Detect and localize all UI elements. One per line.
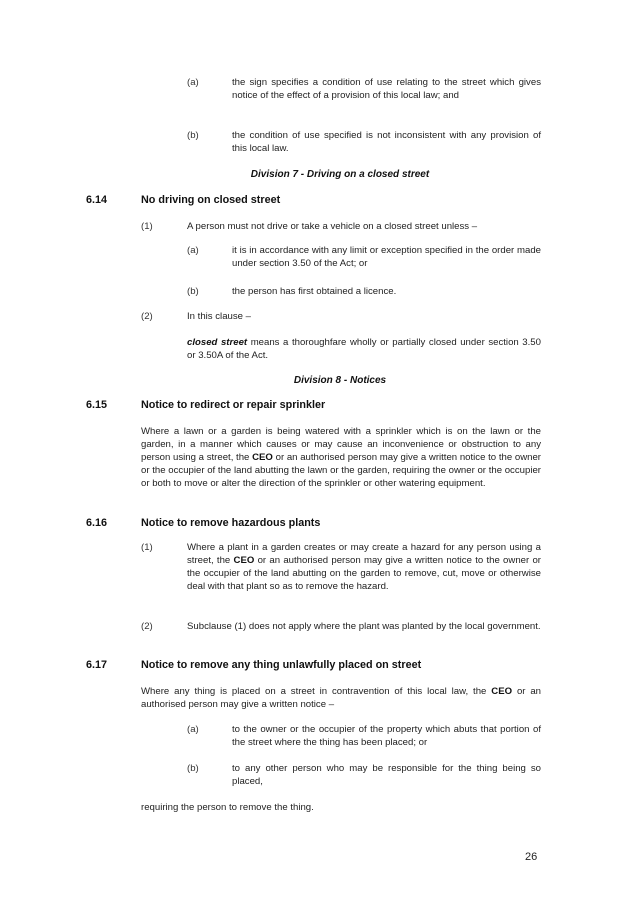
closing-text: requiring the person to remove the thing. — [141, 802, 314, 813]
definition — [187, 336, 541, 362]
item-label: (b) — [187, 286, 199, 297]
item-label: (a) — [187, 245, 199, 256]
clause-text: the condition of use specified is not inconsistent with any provision of this local law. — [232, 130, 541, 154]
subclause-text: Subclause (1) does not apply where the plant was planted by the local government. — [187, 621, 541, 632]
section-heading: Notice to remove hazardous plants — [141, 517, 321, 529]
clause-text: the sign specifies a condition of use relating to the street which gives notice of the effect of a provision of this local law; and — [232, 77, 541, 101]
subclause-text — [187, 541, 541, 593]
body-text: Where a lawn or a garden is being watered with a sprinkler which is on the lawn or the garden, in a manner which causes or may cause an inconvenience or obstruction to any person using a street, the — [141, 426, 541, 463]
item-text: to the owner or the occupier of the property which abuts that portion of the street where the thing has been placed; or — [232, 724, 541, 748]
subclause-text: A person must not drive or take a vehicle on a closed street unless – — [187, 221, 478, 232]
item-label: (a) — [187, 724, 199, 735]
ceo-term: CEO — [233, 555, 255, 566]
section-number: 6.14 — [86, 194, 108, 206]
section-heading: No driving on closed street — [141, 194, 281, 206]
definition-text: means a thoroughfare wholly or partially closed under section 3.50 or 3.50A of the Act. — [187, 337, 541, 361]
section-heading: Notice to redirect or repair sprinkler — [141, 399, 326, 411]
clause-label: (b) — [187, 130, 199, 141]
ceo-term: CEO — [252, 452, 273, 463]
section-number: 6.16 — [86, 517, 108, 529]
section-body — [141, 425, 541, 490]
body-text: Where a plant in a garden creates or may create a hazard for any person using a street, the — [187, 542, 541, 566]
body-text: Where any thing is placed on a street in contravention of this local law, the — [141, 686, 487, 697]
section-heading: Notice to remove any thing unlawfully placed on street — [141, 659, 422, 671]
clause-label: (a) — [187, 77, 199, 88]
defined-term: closed street — [187, 337, 248, 348]
subclause-label: (1) — [141, 221, 153, 232]
body-text: or an authorised person may give a written notice – — [141, 686, 542, 710]
ceo-term: CEO — [491, 686, 513, 697]
body-text: or an authorised person may give a written notice to the owner or the occupier of the land abutting on the garden to remove, cut, move or otherwise deal with that plant so as to remove the hazard. — [187, 555, 541, 592]
item-text: the person has first obtained a licence. — [232, 286, 397, 297]
item-text: to any other person who may be responsible for the thing being so placed, — [232, 763, 541, 787]
section-number: 6.15 — [86, 399, 108, 411]
body-text: or an authorised person may give a written notice to the owner or the occupier of the land abutting the lawn or the garden, requiring the owner or the occupier or both to move or alter the direction of the sprinkler or other watering equipment. — [141, 452, 542, 489]
subclause-label: (1) — [141, 542, 153, 553]
division-title: Division 7 - Driving on a closed street — [250, 169, 430, 180]
item-label: (b) — [187, 763, 199, 774]
item-text: it is in accordance with any limit or exception specified in the order made under section 3.50 of the Act; or — [232, 245, 541, 269]
subclause-label: (2) — [141, 311, 153, 322]
section-number: 6.17 — [86, 659, 108, 671]
division-title: Division 8 - Notices — [293, 375, 387, 386]
subclause-text: In this clause – — [187, 311, 251, 322]
page-number: 26 — [525, 851, 538, 863]
section-body — [141, 685, 541, 711]
subclause-label: (2) — [141, 621, 153, 632]
